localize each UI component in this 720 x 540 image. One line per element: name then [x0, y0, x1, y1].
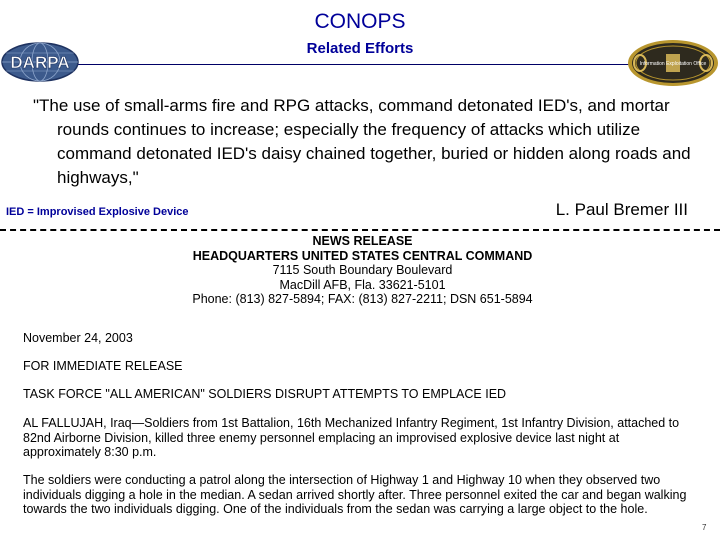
iao-logo-text: Information Exploitation Office: [639, 61, 707, 67]
slide-title: CONOPS: [314, 10, 406, 33]
release-date: November 24, 2003: [23, 331, 133, 345]
iao-logo: [626, 38, 720, 88]
darpa-logo: [0, 41, 84, 83]
release-paragraph-1: AL FALLUJAH, Iraq—Soldiers from 1st Battalion, 16th Mechanized Infantry Regiment, 1st Infantry Division, attached to 82nd Airborne Division, killed three enemy personnel emplacing an improvised explosive device last night at approximately 8:30 p.m.: [23, 416, 680, 459]
ied-definition: IED = Improvised Explosive Device: [6, 206, 189, 218]
news-release-organization: HEADQUARTERS UNITED STATES CENTRAL COMMAND: [192, 248, 533, 263]
release-headline: TASK FORCE "ALL AMERICAN" SOLDIERS DISRUPT ATTEMPTS TO EMPLACE IED: [23, 387, 507, 401]
news-release-address-line2: MacDill AFB, Fla. 33621-5101: [279, 277, 446, 292]
news-release-address-line1: 7115 South Boundary Boulevard: [272, 263, 453, 277]
quote-attribution: L. Paul Bremer III: [555, 200, 688, 219]
bremer-quote: "The use of small-arms fire and RPG attacks, command detonated IED's, and mortar rounds continues to increase; especially the frequency of attacks which utilize command detonated IED's daisy chained together, buried or hidden along roads and highways,": [33, 96, 691, 187]
section-divider: [0, 229, 720, 231]
news-release-heading: NEWS RELEASE: [312, 234, 413, 248]
release-for-immediate: FOR IMMEDIATE RELEASE: [23, 359, 183, 373]
title-divider: [18, 64, 702, 65]
news-release-phone: Phone: (813) 827-5894; FAX: (813) 827-2211; DSN 651-5894: [192, 292, 533, 306]
slide-subtitle: Related Efforts: [306, 40, 414, 57]
darpa-logo-text: DARPA: [10, 53, 70, 72]
release-paragraph-2: The soldiers were conducting a patrol along the intersection of Highway 1 and Highway 10 when they observed two individuals digging a hole in the median. A sedan arrived shortly after. Three personnel exited the car and began walking towards the two individuals digging. One of the individuals from the sedan was carrying a large object to the hole.: [23, 473, 687, 516]
news-release-header: [0, 234, 720, 307]
page-number: 7: [702, 523, 707, 532]
